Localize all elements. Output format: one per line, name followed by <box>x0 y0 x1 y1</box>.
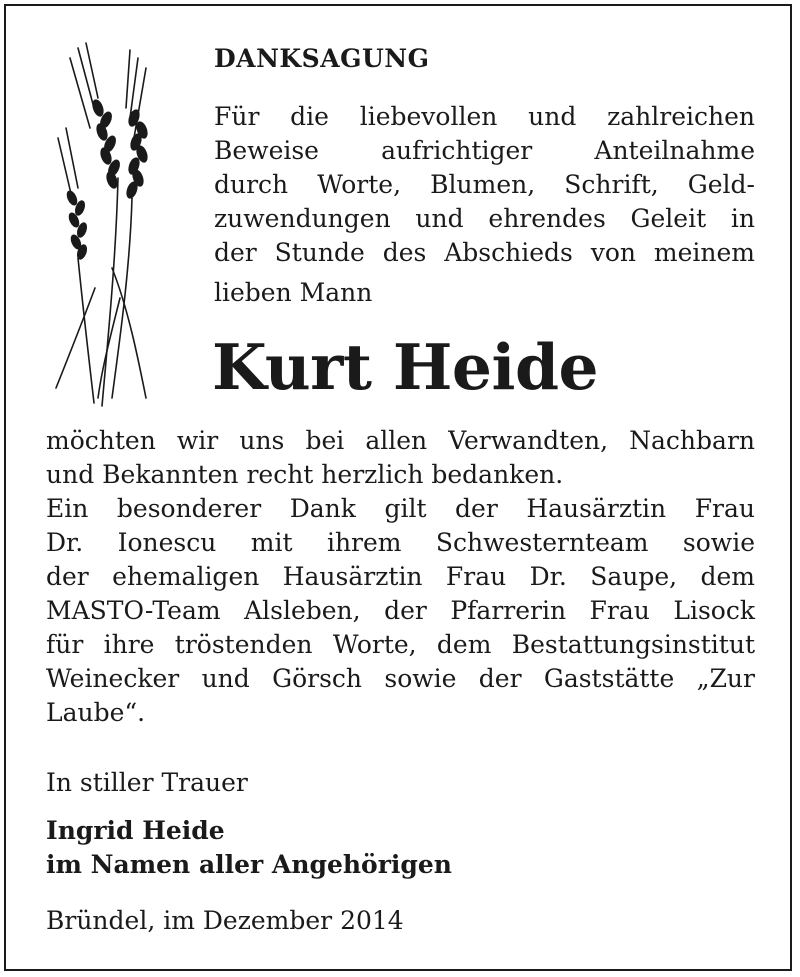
wheat-icon <box>50 38 160 408</box>
special-line: für ihre tröstenden Worte, dem Bestattungsinstitut <box>46 630 755 659</box>
special-line: Weinecker und Görsch sowie der Gaststätte „Zur <box>46 664 755 693</box>
special-line: Laube“. <box>46 698 146 727</box>
intro-line: zuwendungen und ehrendes Geleit in <box>214 204 755 233</box>
thanks-paragraph <box>46 424 755 458</box>
intro-last-line: lieben Mann <box>214 278 373 307</box>
special-line: Ein besonderer Dank gilt der Hausärztin Frau <box>46 494 755 523</box>
intro-line: der Stunde des Abschieds von meinem <box>214 238 755 267</box>
mourning-line: In stiller Trauer <box>46 768 248 797</box>
signature-line: im Namen aller Angehörigen <box>46 850 452 879</box>
notice-heading: DANKSAGUNG <box>214 44 430 73</box>
special-thanks-end <box>46 696 755 730</box>
special-line: der ehemaligen Hausärztin Frau Dr. Saupe, dem <box>46 562 755 591</box>
thanks-paragraph-end <box>46 458 755 492</box>
signature-name: Ingrid Heide <box>46 816 225 845</box>
intro-line: Beweise aufrichtiger Anteilnahme <box>214 136 755 165</box>
special-thanks-paragraph <box>46 492 755 696</box>
place-date: Bründel, im Dezember 2014 <box>46 906 404 935</box>
deceased-name: Kurt Heide <box>212 330 599 404</box>
intro-paragraph <box>214 100 755 270</box>
intro-line: Für die liebevollen und zahlreichen <box>214 102 755 131</box>
thanks-line: und Bekannten recht herzlich bedanken. <box>46 460 564 489</box>
thanks-line: möchten wir uns bei allen Verwandten, Nachbarn <box>46 426 755 455</box>
special-line: MASTO-Team Alsleben, der Pfarrerin Frau Lisock <box>46 596 755 625</box>
special-line: Dr. Ionescu mit ihrem Schwesternteam sowie <box>46 528 755 557</box>
intro-line: durch Worte, Blumen, Schrift, Geld- <box>214 170 755 199</box>
